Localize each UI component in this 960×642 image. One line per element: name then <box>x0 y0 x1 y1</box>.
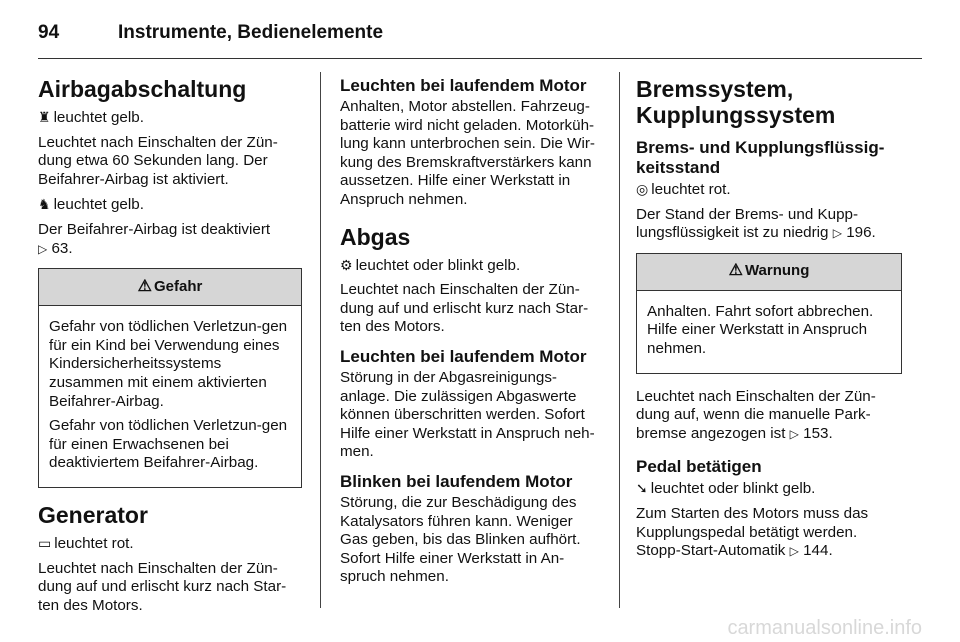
danger-box <box>38 268 302 488</box>
airbag-off-desc: Der Beifahrer-Airbag ist deaktiviert <box>38 220 271 238</box>
danger-box-header <box>39 269 301 306</box>
column-3 <box>636 76 902 567</box>
airbag-ref: 63. <box>51 239 73 257</box>
blink-desc: Störung, die zur Beschädigung des Katalysators führen kann. Weniger Gas geben, bis das Blinken aufhört. Sofort Hilfe einer Werkstatt in An-spruch nehmen. <box>340 493 581 586</box>
abgas-heading: Abgas <box>340 223 411 250</box>
brake-heading: Bremssystem, Kupplungssystem <box>636 76 836 128</box>
brake-desc: Leuchtet nach Einschalten der Zün-dung auf, wenn die manuelle Park-bremse angezogen ist ▷ 153. <box>636 387 876 442</box>
airbag-heading: Airbagabschaltung <box>38 76 247 102</box>
ref-arrow-icon: ▷ <box>789 544 799 559</box>
column-1 <box>38 76 302 621</box>
brake-fluid-icon: ◎ <box>636 181 649 197</box>
engine-running-heading: Leuchten bei laufendem Motor <box>340 76 587 95</box>
ref-arrow-icon: ▷ <box>789 426 799 441</box>
danger-text-2: Gefahr von tödlichen Verletzun-gen für einen Erwachsenen bei deaktiviertem Beifahrer-Airbag. <box>49 417 288 472</box>
ref-arrow-icon: ▷ <box>38 241 48 256</box>
danger-text-1: Gefahr von tödlichen Verletzun-gen für ein Kind bei Verwendung eines Kindersicherheitssystems zusammen mit einem aktivierten Beifahrer-Airbag. <box>49 318 288 410</box>
airbag-off-text: leuchtet gelb. <box>53 196 144 214</box>
generator-text: leuchtet rot. <box>54 534 134 552</box>
page-header <box>38 18 383 48</box>
abgas-text: leuchtet oder blinkt gelb. <box>355 256 521 274</box>
battery-icon: ▭ <box>38 534 52 551</box>
pedal-desc: Zum Starten des Motors muss das Kupplungspedal betätigt werden. Stopp-Start-Automatik ▷ 144. <box>636 504 869 560</box>
warning-label: Warnung <box>744 262 810 280</box>
warning-text: Anhalten. Fahrt sofort abbrechen. Hilfe einer Werkstatt in Anspruch nehmen. <box>647 302 874 357</box>
fluid-ref: 196. <box>846 224 876 242</box>
column-2 <box>340 76 604 593</box>
airbag-off-icon: ♞ <box>38 196 51 213</box>
abgas-running-desc: Störung in der Abgasreinigungs-anlage. Die zulässigen Abgaswerte können überschritten werden. Sofort Hilfe einer Werkstatt in Anspruch neh-men. <box>340 368 595 461</box>
airbag-on-text: leuchtet gelb. <box>53 109 144 126</box>
abgas-running-heading: Leuchten bei laufendem Motor <box>340 346 587 366</box>
pedal-ref: 144. <box>803 542 833 560</box>
warning-box-header <box>637 254 901 291</box>
pedal-heading: Pedal betätigen <box>636 457 762 477</box>
engine-check-icon: ⚙ <box>340 256 353 273</box>
brake-ref: 153. <box>803 424 833 442</box>
blink-heading: Blinken bei laufendem Motor <box>340 471 573 491</box>
warning-triangle-icon: ⚠ <box>137 277 152 295</box>
header-divider <box>38 58 922 59</box>
abgas-desc: Leuchtet nach Einschalten der Zün-dung auf und erlischt kurz nach Star-ten des Motors. <box>340 281 589 336</box>
column-divider <box>320 72 321 608</box>
pedal-text: leuchtet oder blinkt gelb. <box>650 480 816 498</box>
generator-desc: Leuchtet nach Einschalten der Zün-dung auf und erlischt kurz nach Star-ten des Motors. <box>38 559 287 614</box>
ref-arrow-icon: ▷ <box>832 226 842 241</box>
warning-box <box>636 253 902 374</box>
danger-label: Gefahr <box>153 277 203 295</box>
column-divider <box>619 72 620 608</box>
airbag-on-icon: ♜ <box>38 109 51 125</box>
engine-running-desc: Anhalten, Motor abstellen. Fahrzeug-batterie wird nicht geladen. Motorküh-lung kann unterbrochen sein. Die Wir-kung des Bremskraftverstärkers kann aussetzen. Hilfe einer Werkstatt in Anspruch nehmen. <box>340 98 595 208</box>
fluid-heading: Brems- und Kupplungsflüssig-keitsstand <box>636 138 885 177</box>
generator-heading: Generator <box>38 501 148 528</box>
fluid-text: leuchtet rot. <box>651 181 731 198</box>
airbag-on-desc: Leuchtet nach Einschalten der Zün-dung etwa 60 Sekunden lang. Der Beifahrer-Airbag ist aktiviert. <box>38 133 278 188</box>
clutch-pedal-icon: ➘ <box>636 480 648 497</box>
watermark: carmanualsonline.info <box>727 617 922 639</box>
warning-triangle-icon: ⚠ <box>728 262 743 280</box>
page-number: 94 <box>38 22 60 43</box>
page-title: Instrumente, Bedienelemente <box>118 22 384 43</box>
fluid-desc: Der Stand der Brems- und Kupp-lungsflüssigkeit ist zu niedrig <box>636 205 859 242</box>
